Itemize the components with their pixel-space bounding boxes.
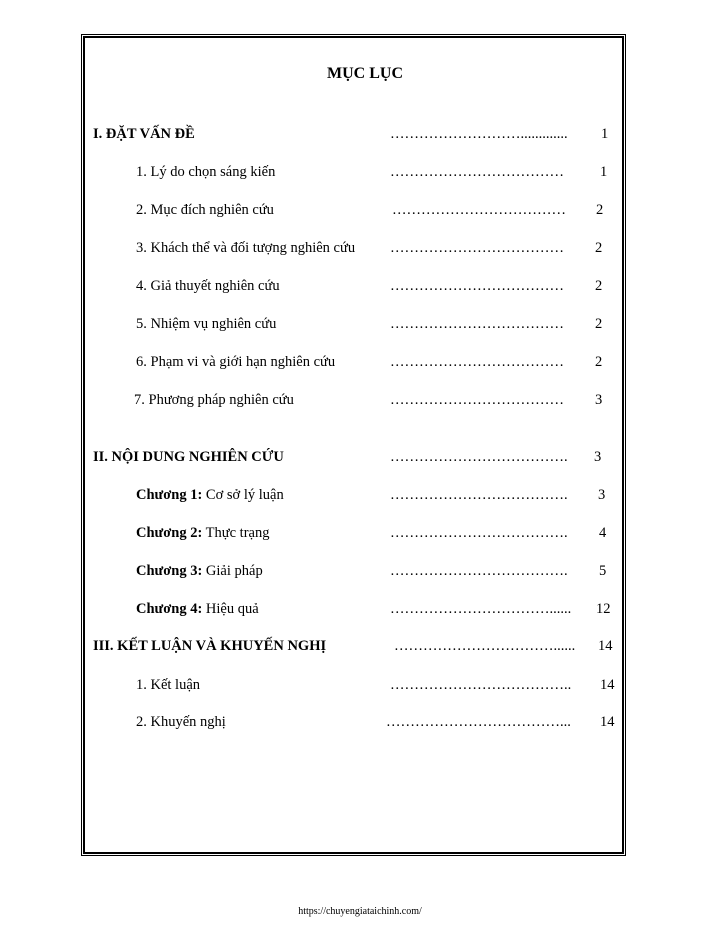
toc-entry-2-2 — [136, 524, 269, 542]
toc-entry-dots — [390, 486, 568, 504]
toc-page-number: 12 — [596, 601, 611, 617]
toc-chapter-prefix: Chương 1: — [136, 487, 203, 503]
toc-leader-dots: ………………………………. — [390, 563, 568, 579]
toc-entry-page — [595, 353, 602, 371]
toc-entry-dots — [390, 600, 571, 618]
toc-entry-dots — [390, 524, 568, 542]
toc-chapter-prefix: Chương 2: — [136, 525, 203, 541]
toc-entry-dots — [390, 353, 564, 371]
page-title: MỤC LỤC — [327, 65, 403, 82]
toc-entry-label: 1. Lý do chọn sáng kiến — [136, 164, 276, 180]
toc-entry-page — [596, 201, 603, 219]
toc-entry-label: 6. Phạm vi và giới hạn nghiên cứu — [136, 354, 336, 370]
toc-leader-dots: ……………………………… — [390, 354, 564, 370]
toc-page-number: 2 — [595, 354, 603, 370]
toc-entry-page — [600, 676, 615, 694]
toc-leader-dots: ………………………………. — [390, 487, 568, 503]
toc-leader-dots: ………………………............. — [390, 126, 568, 142]
toc-page-number: 3 — [598, 487, 606, 503]
toc-entry-label: 2. Mục đích nghiên cứu — [136, 202, 274, 218]
toc-entry-label: Thực trạng — [202, 525, 270, 541]
toc-entry-2-3 — [136, 562, 263, 580]
toc-page-number: 2 — [595, 278, 603, 294]
toc-entry-3-2 — [136, 713, 226, 731]
toc-entry-1-3 — [136, 239, 355, 257]
toc-page-number: 3 — [595, 392, 603, 408]
toc-entry-dots — [392, 201, 566, 219]
toc-entry-label: 4. Giả thuyết nghiên cứu — [136, 278, 280, 294]
toc-leader-dots: ……………………………… — [390, 164, 564, 180]
toc-entry-dots — [390, 277, 564, 295]
toc-leader-dots: ……………………………… — [390, 278, 564, 294]
toc-entry-page — [594, 448, 601, 466]
toc-page-number: 5 — [599, 563, 607, 579]
toc-entry-1-2 — [136, 201, 274, 219]
toc-chapter-prefix: Chương 3: — [136, 563, 203, 579]
toc-entry-1-7 — [134, 391, 294, 409]
toc-entry-dots — [386, 713, 571, 731]
toc-entry-label: 5. Nhiệm vụ nghiên cứu — [136, 316, 277, 332]
toc-entry-dots — [390, 391, 564, 409]
toc-entry-dots — [390, 676, 571, 694]
toc-entry-label: Giải pháp — [202, 563, 263, 579]
toc-entry-page — [600, 713, 615, 731]
toc-entry-dots — [390, 239, 564, 257]
toc-entry-1-4 — [136, 277, 280, 295]
toc-entry-section-2 — [93, 448, 284, 466]
toc-leader-dots: ……………………………...... — [394, 638, 576, 654]
toc-entry-dots — [390, 315, 564, 333]
toc-entry-page — [596, 600, 611, 618]
toc-entry-1-6 — [136, 353, 335, 371]
toc-entry-label: III. KẾT LUẬN VÀ KHUYẾN NGHỊ — [93, 638, 327, 654]
toc-page-number: 4 — [599, 525, 607, 541]
toc-entry-label: Hiệu quả — [202, 601, 259, 617]
toc-page-number: 14 — [600, 714, 615, 730]
toc-entry-page — [595, 391, 602, 409]
toc-entry-dots — [390, 163, 564, 181]
toc-entry-page — [595, 277, 602, 295]
toc-entry-page — [600, 163, 607, 181]
toc-leader-dots: ………………………………. — [390, 525, 568, 541]
toc-entry-label: I. ĐẶT VẤN ĐỀ — [93, 126, 195, 142]
toc-entry-2-1 — [136, 486, 284, 504]
toc-page-number: 2 — [596, 202, 604, 218]
footer-url: https://chuyengiataichinh.com/ — [298, 906, 422, 917]
toc-entry-page — [595, 315, 602, 333]
toc-entry-2-4 — [136, 600, 259, 618]
toc-entry-dots — [394, 637, 575, 655]
toc-leader-dots: ……………………………… — [390, 316, 564, 332]
toc-entry-1-1 — [136, 163, 275, 181]
toc-page-number: 2 — [595, 240, 603, 256]
toc-leader-dots: ………………………………. — [390, 449, 568, 465]
toc-page-number: 14 — [598, 638, 613, 654]
toc-leader-dots: ……………………………...... — [390, 601, 572, 617]
toc-page-number: 1 — [601, 126, 609, 142]
toc-leader-dots: ……………………………… — [390, 392, 564, 408]
toc-entry-page — [599, 524, 606, 542]
toc-entry-page — [601, 125, 608, 143]
toc-entry-3-1 — [136, 676, 200, 694]
toc-entry-dots — [390, 562, 568, 580]
toc-page-number: 3 — [594, 449, 602, 465]
toc-entry-page — [598, 486, 605, 504]
toc-leader-dots: ……………………………….. — [390, 677, 572, 693]
toc-page-number: 1 — [600, 164, 608, 180]
toc-entry-dots — [390, 125, 568, 143]
toc-entry-page — [595, 239, 602, 257]
toc-entry-page — [598, 637, 613, 655]
toc-leader-dots: ………………………………... — [386, 714, 571, 730]
toc-entry-dots — [390, 448, 568, 466]
toc-entry-label: 3. Khách thể và đối tượng nghiên cứu — [136, 240, 356, 256]
toc-page-number: 14 — [600, 677, 615, 693]
toc-chapter-prefix: Chương 4: — [136, 601, 203, 617]
toc-entry-section-3 — [93, 637, 326, 655]
toc-entry-label: Cơ sở lý luận — [202, 487, 284, 503]
toc-entry-label: 1. Kết luận — [136, 677, 201, 693]
toc-page-number: 2 — [595, 316, 603, 332]
toc-entry-label: 2. Khuyến nghị — [136, 714, 226, 730]
toc-entry-page — [599, 562, 606, 580]
toc-entry-label: II. NỘI DUNG NGHIÊN CỨU — [93, 449, 284, 465]
toc-entry-1-5 — [136, 315, 276, 333]
toc-leader-dots: ……………………………… — [392, 202, 566, 218]
toc-leader-dots: ……………………………… — [390, 240, 564, 256]
toc-entry-label: 7. Phương pháp nghiên cứu — [134, 392, 294, 408]
